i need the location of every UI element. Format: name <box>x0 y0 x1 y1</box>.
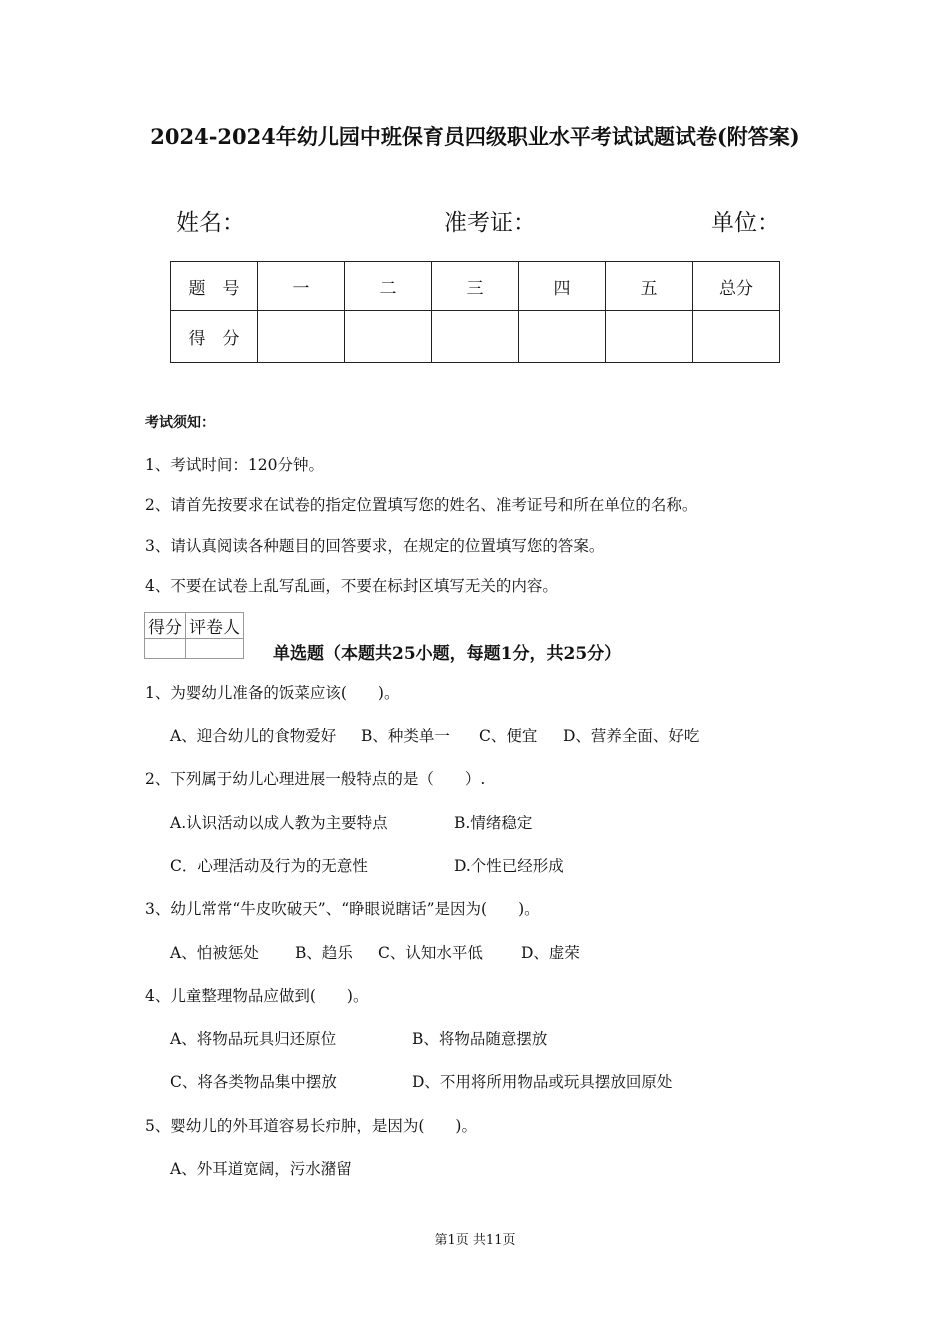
score-cell[interactable] <box>258 311 345 363</box>
score-row-label: 得 分 <box>171 311 258 363</box>
grader-name-cell[interactable] <box>186 639 244 659</box>
score-table-header-row <box>171 262 780 311</box>
exam-title: 2024-2024年幼儿园中班保育员四级职业水平考试试题试卷(附答案) <box>150 124 800 149</box>
option: B、将物品随意摆放 <box>412 1030 548 1048</box>
score-cell[interactable] <box>693 311 780 363</box>
option: A、迎合幼儿的食物爱好 <box>170 727 337 745</box>
option: D.个性已经形成 <box>454 857 564 875</box>
score-table-header: 总分 <box>693 262 780 311</box>
notice-item: 2、请首先按要求在试卷的指定位置填写您的姓名、准考证号和所在单位的名称。 <box>145 496 698 514</box>
grader-score-cell[interactable] <box>145 639 186 659</box>
page-footer: 第1页 共11页 <box>434 1233 516 1248</box>
score-table-header: 二 <box>345 262 432 311</box>
unit-label: 单位： <box>711 210 780 236</box>
notice-heading: 考试须知： <box>145 415 215 431</box>
option: C．心理活动及行为的无意性 <box>170 857 368 875</box>
option: C、便宜 <box>479 727 538 745</box>
score-table-header: 五 <box>606 262 693 311</box>
score-cell[interactable] <box>432 311 519 363</box>
exam-number-label: 准考证： <box>444 210 536 236</box>
notice-item: 3、请认真阅读各种题目的回答要求，在规定的位置填写您的答案。 <box>145 537 605 555</box>
option: C、认知水平低 <box>378 944 483 962</box>
option: A、外耳道宽阔，污水潴留 <box>170 1160 352 1178</box>
question-stem: 5、婴幼儿的外耳道容易长疖肿，是因为( )。 <box>145 1117 477 1135</box>
score-table-header: 三 <box>432 262 519 311</box>
option: B、种类单一 <box>361 727 450 745</box>
option: D、营养全面、好吃 <box>563 727 700 745</box>
score-cell[interactable] <box>606 311 693 363</box>
grader-name-label: 评卷人 <box>186 613 244 639</box>
option: A、怕被惩处 <box>170 944 259 962</box>
score-table <box>170 261 780 363</box>
notice-item: 4、不要在试卷上乱写乱画，不要在标封区填写无关的内容。 <box>145 577 558 595</box>
option: D、不用将所用物品或玩具摆放回原处 <box>412 1073 673 1091</box>
score-table-header: 题 号 <box>171 262 258 311</box>
score-table-header: 一 <box>258 262 345 311</box>
grader-score-label: 得分 <box>145 613 186 639</box>
score-cell[interactable] <box>519 311 606 363</box>
question-stem: 4、儿童整理物品应做到( )。 <box>145 987 369 1005</box>
score-cell[interactable] <box>345 311 432 363</box>
option: A、将物品玩具归还原位 <box>170 1030 337 1048</box>
section-title: 单选题（本题共25小题，每题1分，共25分） <box>273 644 622 664</box>
score-table-header: 四 <box>519 262 606 311</box>
question-stem: 3、幼儿常常“牛皮吹破天”、“睁眼说瞎话”是因为( )。 <box>145 900 540 918</box>
notice-item: 1、考试时间：120分钟。 <box>145 456 324 474</box>
question-stem: 1、为婴幼儿准备的饭菜应该( )。 <box>145 684 400 702</box>
score-table-score-row <box>171 311 780 363</box>
grader-box <box>144 612 244 659</box>
option: A.认识活动以成人教为主要特点 <box>170 814 388 832</box>
option: B.情绪稳定 <box>454 814 533 832</box>
option: C、将各类物品集中摆放 <box>170 1073 337 1091</box>
question-stem: 2、下列属于幼儿心理进展一般特点的是（ ）. <box>145 770 486 788</box>
name-label: 姓名： <box>176 210 245 236</box>
option: B、趋乐 <box>295 944 353 962</box>
option: D、虚荣 <box>521 944 580 962</box>
